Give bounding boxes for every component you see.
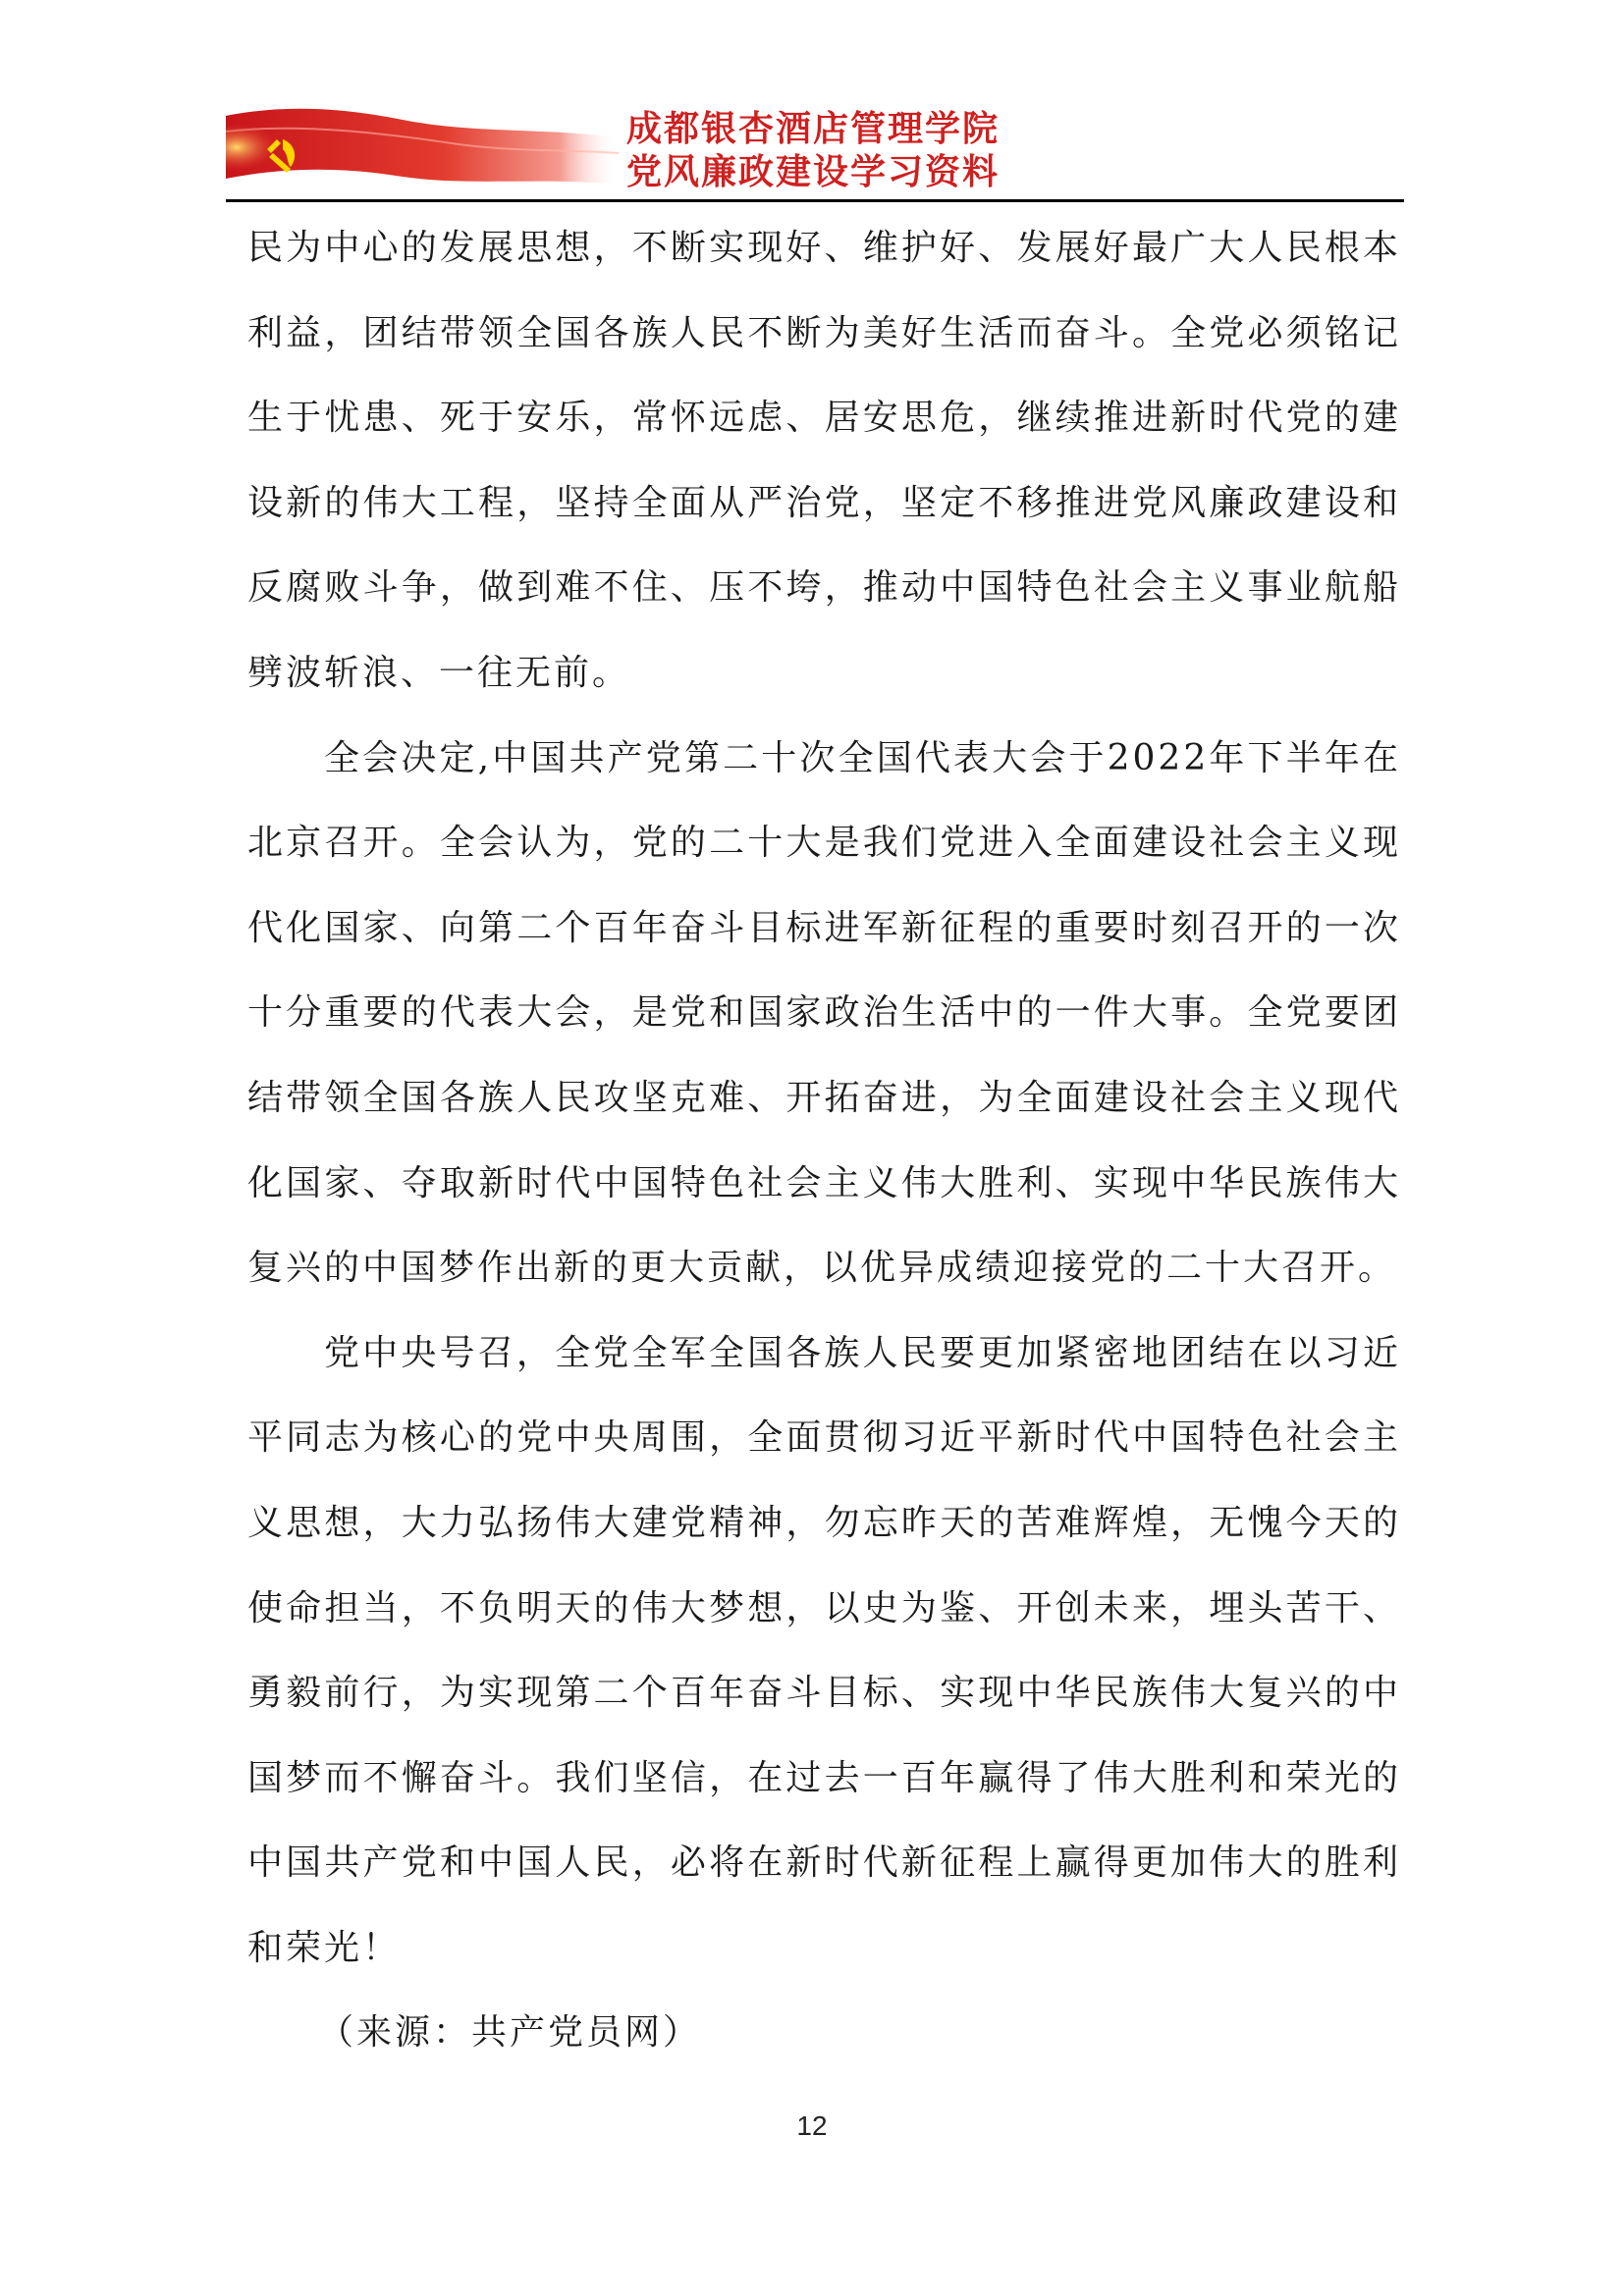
party-emblem-icon: [226, 98, 619, 196]
header-divider: [226, 199, 1404, 202]
institution-name: 成都银杏酒店管理学院: [626, 109, 1001, 149]
document-header-title: [626, 108, 1000, 194]
page-number: 12: [796, 2110, 828, 2141]
page-header: [226, 98, 1404, 201]
paragraph: 党中央号召，全党全军全国各族人民要更加紧密地团结在以习近平同志为核心的党中央周围，全面贯彻习近平新时代中国特色社会主义思想，大力弘扬伟大建党精神，勿忘昨天的苦难辉煌，无愧今天的使命担当，不负明天的伟大梦想，以史为鉴、开创未来，埋头苦干、勇毅前行，为实现第二个百年奋斗目标、实现中华民族伟大复兴的中国梦而不懈奋斗。我们坚信，在过去一百年赢得了伟大胜利和荣光的中国共产党和中国人民，必将在新时代新征程上赢得更加伟大的胜利和荣光！: [247, 1332, 1401, 1968]
document-subtitle: 党风廉政建设学习资料: [626, 152, 1001, 192]
paragraph: 民为中心的发展思想，不断实现好、维护好、发展好最广大人民根本利益，团结带领全国各族人民不断为美好生活而奋斗。全党必须铭记生于忧患、死于安乐，常怀远虑、居安思危，继续推进新时代党的建设新的伟大工程，坚持全面从严治党，坚定不移推进党风廉政建设和反腐败斗争，做到难不住、压不垮，推动中国特色社会主义事业航船劈波斩浪、一往无前。: [247, 228, 1401, 693]
paragraph: 全会决定,中国共产党第二十次全国代表大会于2022年下半年在北京召开。全会认为，党的二十大是我们党进入全面建设社会主义现代化国家、向第二个百年奋斗目标进军新征程的重要时刻召开的一次十分重要的代表大会，是党和国家政治生活中的一件大事。全党要团结带领全国各族人民攻坚克难、开拓奋进，为全面建设社会主义现代化国家、夺取新时代中国特色社会主义伟大胜利、实现中华民族伟大复兴的中国梦作出新的更大贡献，以优异成绩迎接党的二十大召开。: [247, 737, 1401, 1289]
document-body: [247, 206, 1401, 2076]
source-citation: （来源：共产党员网）: [318, 2012, 702, 2054]
